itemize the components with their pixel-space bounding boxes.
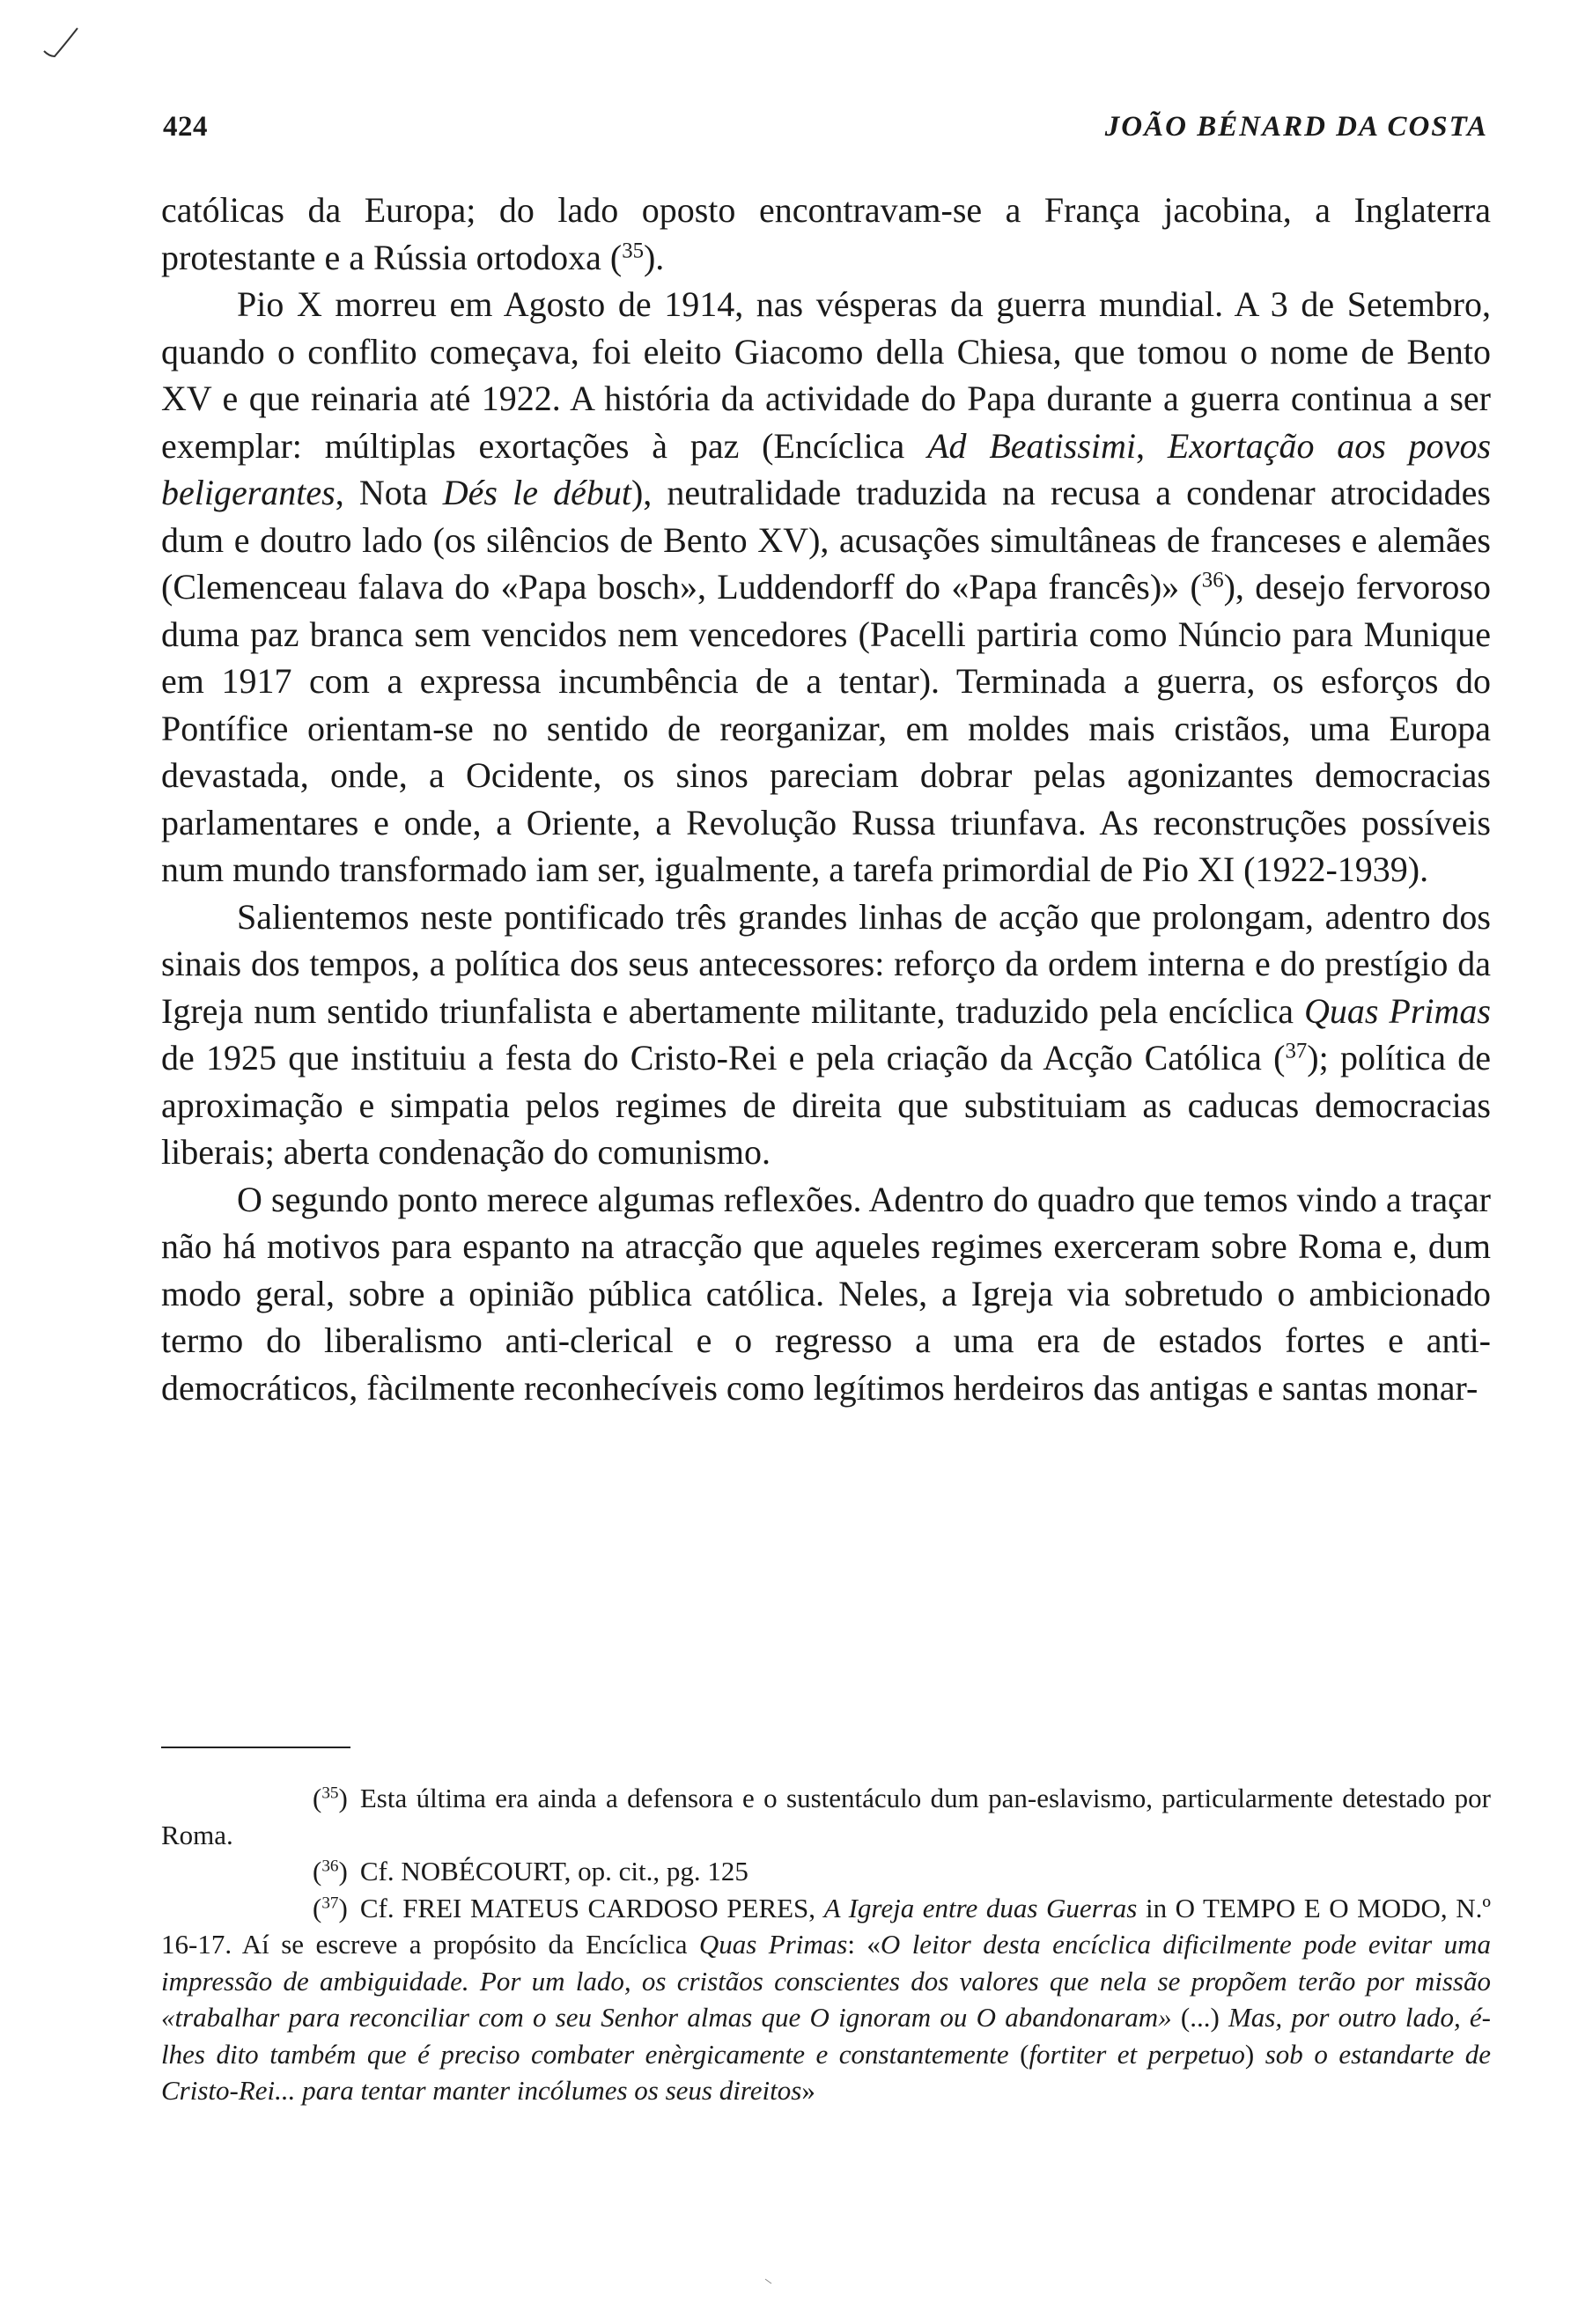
footnote-divider [161, 1747, 350, 1748]
header-author: JOÃO BÉNARD DA COSTA [1104, 111, 1488, 143]
paragraph-3: Salientemos neste pontificado três grandes linhas de acção que prolongam, adentro dos sinais dos tempos, a política dos seus antecessores: reforço da ordem interna e do prestígio da Igreja num sentido triunfalista e abertamente militante, traduzido pela encíclica Quas Primas de 1925 que instituiu a festa do Cristo-Rei e pela criação da Acção Católica ($^{37}$); política de aproximação e simpatia pelos regimes de direita que substituiam as caducas democracias liberais; aberta condenação do comunismo. [161, 896, 1491, 1172]
footnotes [161, 1780, 1491, 2109]
running-header [163, 111, 1488, 155]
footnote-ref-36: 36 [1201, 568, 1224, 592]
footnote-37: ($^{37}$) Cf. FREI MATEUS CARDOSO PERES, A Igreja entre duas Guerras in O TEMPO E O MODO, N.º 16-17. Aí se escreve a propósito da Encíclica Quas Primas: «O leitor desta encíclica dificilmente pode evitar uma impressão de ambiguidade. Por um lado, os cristãos conscientes dos valores que nela se propõem terão por missão «trabalhar para reconciliar com o seu Senhor almas que O ignoram ou O abandonaram» (...) Mas, por outro lado, é-lhes dito também que é preciso combater enèrgicamente e constantemente (fortiter et perpetuo) sob o estandarte de Cristo-Rei... para tentar manter incólumes os seus direitos» [161, 1892, 1491, 2106]
footnote-ref-37: 37 [1285, 1039, 1308, 1063]
paragraph-4: O segundo ponto merece algumas reflexões. Adentro do quadro que temos vindo a traçar não há motivos para espanto na atracção que aqueles regimes exerceram sobre Roma e, dum modo geral, sobre a opinião pública católica. Neles, a Igreja via sobretudo o ambicionado termo do liberalismo anti-clerical e o regresso a uma era de estados fortes e anti-democráticos, fàcilmente reconhecíveis como legítimos herdeiros das antigas e santas monar- [161, 1179, 1491, 1408]
pencil-check-mark [42, 25, 79, 60]
body-text [161, 187, 1491, 1411]
footnote-35: ($^{35}$) Esta última era ainda a defensora e o sustentáculo dum pan-eslavismo, particularmente detestado por Roma. [161, 1783, 1491, 1850]
paragraph-2: Pio X morreu em Agosto de 1914, nas vésperas da guerra mundial. A 3 de Setembro, quando o conflito começava, foi eleito Giacomo della Chiesa, que tomou o nome de Bento XV e que reinaria até 1922. A história da actividade do Papa durante a guerra continua a ser exemplar: múltiplas exortações à paz (Encíclica Ad Beatissimi, Exortação aos povos beligerantes, Nota Dés le début), neutralidade traduzida na recusa a condenar atrocidades dum e doutro lado (os silêncios de Bento XV), acusações simultâneas de franceses e alemães (Clemenceau falava do «Papa bosch», Luddendorff do «Papa francês)» ($^{36}$), desejo fervoroso duma paz branca sem vencidos nem vencedores (Pacelli partiria como Núncio para Munique em 1917 com a expressa incumbência de a tentar). Terminada a guerra, os esforços do Pontífice orientam-se no sentido de reorganizar, em moldes mais cristãos, uma Europa devastada, onde, a Ocidente, os sinos pareciam dobrar pelas agonizantes democracias parlamentares e onde, a Oriente, a Revolução Russa triunfava. As reconstruções possíveis num mundo transformado iam ser, igualmente, a tarefa primordial de Pio XI (1922-1939). [161, 284, 1492, 889]
paragraph-1: católicas da Europa; do lado oposto encontravam-se a França jacobina, a Inglaterra protestante e a Rússia ortodoxa ($^{35}$). [161, 190, 1491, 277]
footnote-36: ($^{36}$) Cf. NOBÉCOURT, op. cit., pg. 125 [313, 1856, 748, 1886]
paper-speck [764, 2278, 773, 2285]
footnote-ref-35: 35 [622, 238, 644, 262]
page-number: 424 [163, 111, 208, 143]
